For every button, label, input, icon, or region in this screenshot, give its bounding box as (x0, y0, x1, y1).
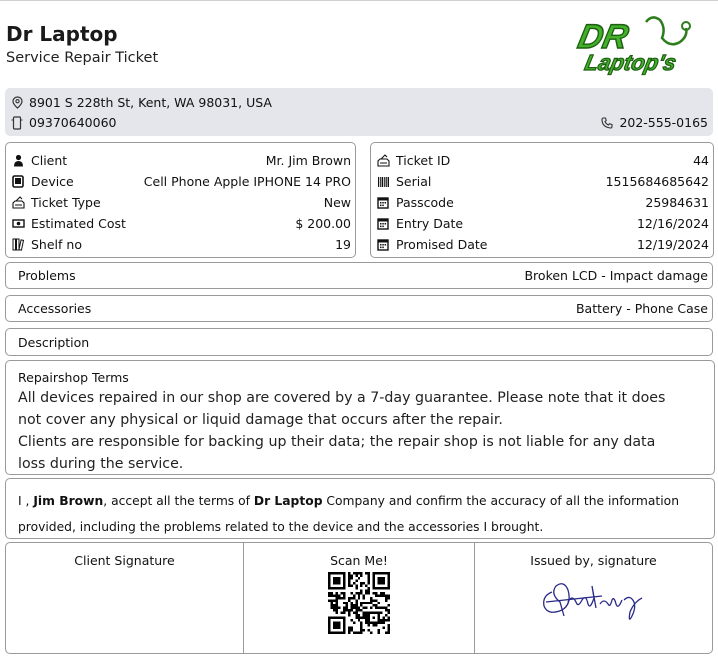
passcode-label: Passcode (396, 195, 454, 210)
promised-date-value: 12/19/2024 (636, 237, 709, 252)
phone-row (601, 115, 708, 130)
serial-label: Serial (396, 174, 432, 189)
client-value: Mr. Jim Brown (265, 153, 351, 168)
description-label: Description (18, 334, 90, 350)
entry-date-label: Entry Date (396, 216, 464, 231)
issuer-signature (538, 572, 650, 628)
cash-icon (12, 218, 25, 229)
contact-band (5, 88, 713, 136)
shelf-icon (12, 238, 25, 251)
problems-value: Broken LCD - Impact damage (524, 268, 708, 283)
top-divider (0, 0, 718, 1)
ticket-id-row (371, 150, 713, 171)
ticket-type-row (6, 192, 355, 213)
calendar-icon (377, 217, 389, 230)
agreement-client-name: Jim Brown (33, 494, 104, 508)
passcode-value: 25984631 (645, 195, 709, 210)
company-logo (566, 12, 712, 76)
stethoscope-icon (646, 17, 686, 44)
person-icon (13, 154, 24, 167)
passcode-row (371, 192, 713, 213)
client-label: Client (31, 153, 68, 168)
terms-line-2: Clients are responsible for backing up their data; the repair shop is not liable for any data loss during the service. (18, 434, 656, 472)
logo-dr-text: DR (574, 18, 632, 56)
issuer-signature-caption: Issued by, signature (530, 553, 657, 568)
qr-cell (243, 542, 475, 654)
accessories-label: Accessories (18, 301, 92, 316)
agreement-text: I , Jim Brown, accept all the terms of Dr Laptop Company and confirm the accuracy of all the information provided, including the problems related to the device and the accessories I brought. (18, 494, 679, 534)
ticket-info-box (370, 142, 714, 258)
terms-text (18, 387, 674, 475)
scan-caption: Scan Me! (330, 553, 388, 568)
serial-row (371, 171, 713, 192)
client-signature-caption: Client Signature (74, 553, 175, 568)
problems-label: Problems (18, 268, 76, 283)
terms-box (5, 360, 715, 475)
terms-line-1: All devices repaired in our shop are covered by a 7-day guarantee. Please note that it does not cover any physical or liquid damage that occurs after the repair. (18, 390, 666, 428)
entry-date-row (371, 213, 713, 234)
description-box (5, 328, 713, 356)
client-signature-cell (5, 542, 244, 654)
accessories-value: Battery - Phone Case (575, 301, 708, 316)
problems-box (5, 262, 713, 289)
address-text: 8901 S 228th St, Kent, WA 98031, USA (29, 95, 272, 110)
location-pin-icon (12, 96, 23, 109)
client-info-box (5, 142, 356, 258)
ticket-icon (377, 154, 390, 167)
mobile-number: 09370640060 (29, 115, 117, 130)
accessories-box (5, 295, 713, 322)
issuer-signature-cell (474, 542, 713, 654)
tablet-icon (12, 175, 24, 188)
address-row (12, 95, 272, 110)
ticket-id-label: Ticket ID (396, 153, 451, 168)
calendar-icon (377, 196, 389, 209)
phone-number: 202-555-0165 (619, 115, 708, 130)
shelf-value: 19 (335, 237, 351, 252)
mobile-row (11, 115, 116, 130)
device-row (6, 171, 355, 192)
serial-value: 1515684685642 (605, 174, 709, 189)
shelf-label: Shelf no (31, 237, 82, 252)
page-subtitle: Service Repair Ticket (6, 50, 159, 66)
mobile-phone-icon (11, 116, 23, 130)
ticket-id-value: 44 (693, 153, 709, 168)
ticket-icon (12, 196, 25, 209)
shelf-row (6, 234, 355, 255)
ticket-type-label: Ticket Type (31, 195, 101, 210)
page-title: Dr Laptop (6, 22, 118, 46)
estimated-cost-row (6, 213, 355, 234)
device-label: Device (31, 174, 74, 189)
promised-date-row (371, 234, 713, 255)
terms-heading: Repairshop Terms (18, 370, 129, 385)
ticket-type-value: New (323, 195, 351, 210)
device-value: Cell Phone Apple IPHONE 14 PRO (143, 174, 351, 189)
estimated-cost-label: Estimated Cost (31, 216, 126, 231)
phone-icon (601, 117, 613, 129)
agreement-box (5, 478, 715, 539)
logo-laptops-text: Laptop's (582, 50, 679, 75)
entry-date-value: 12/16/2024 (636, 216, 709, 231)
barcode-icon (377, 176, 390, 188)
estimated-cost-value: $ 200.00 (295, 216, 351, 231)
agreement-company-name: Dr Laptop (253, 494, 323, 508)
client-row (6, 150, 355, 171)
qr-code[interactable] (328, 572, 390, 634)
promised-date-label: Promised Date (396, 237, 488, 252)
calendar-icon (377, 238, 389, 251)
